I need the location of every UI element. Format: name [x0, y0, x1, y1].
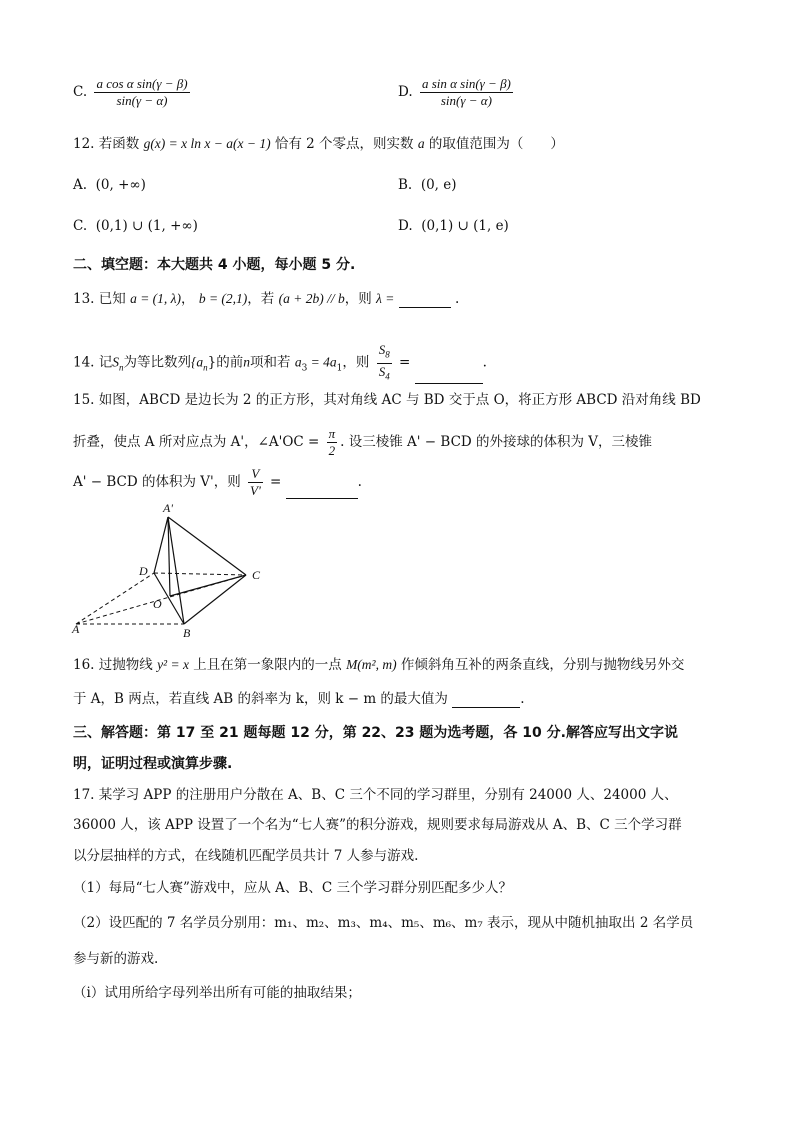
option-text: (0,1) ∪ (1, e)	[421, 218, 509, 234]
fraction-numerator: a cos α sin(γ − β)	[96, 76, 188, 91]
variable: a	[417, 136, 425, 151]
q12-option-c	[73, 217, 198, 235]
section-3-title-cont: 明，证明过程或演算步骤.	[73, 756, 233, 772]
stem-text: =	[394, 354, 411, 371]
stem-text: 项和若	[250, 354, 291, 371]
edge-c-b	[184, 575, 246, 624]
fraction	[327, 426, 338, 459]
label-a-prime: A'	[163, 501, 173, 515]
function-expression: g(x) = x ln x − a(x − 1)	[143, 136, 271, 151]
edge-a1-d	[154, 517, 168, 573]
fraction-denominator: V'	[250, 483, 261, 498]
edge-d-c-dashed	[154, 573, 246, 575]
stem-text: }的前	[207, 354, 244, 371]
fraction-denominator: sin(γ − α)	[116, 93, 168, 108]
answer-blank[interactable]	[286, 484, 358, 499]
stem-text: 作倾斜角互补的两条直线，分别与抛物线另外交	[400, 657, 685, 673]
fraction-denominator: sin(γ − α)	[440, 93, 492, 108]
stem-text: ，则	[344, 291, 372, 307]
q11-option-d	[398, 76, 516, 109]
stem-text: 16. 过抛物线	[73, 657, 153, 673]
option-label: C.	[73, 218, 88, 234]
q12-option-d	[398, 217, 509, 235]
q15-line-2	[73, 426, 652, 459]
parabola-equation: y² = x	[157, 657, 189, 672]
stem-text: .	[357, 474, 362, 490]
vector-b: b = (2,1)	[198, 291, 248, 306]
fraction	[94, 76, 189, 109]
variable: n	[243, 354, 251, 370]
q15-line-3	[73, 466, 362, 499]
q13	[73, 290, 459, 308]
stem-text: =	[265, 474, 282, 490]
subscript: n	[119, 362, 124, 373]
fraction	[420, 76, 513, 109]
q17-part-2-cont: 参与新的游戏.	[73, 951, 159, 967]
edge-a1-b	[168, 517, 184, 624]
a3: a	[294, 354, 302, 370]
q12-option-a	[73, 176, 146, 194]
option-label: C.	[73, 84, 88, 100]
stem-text: A' − BCD 的体积为 V'，则	[73, 474, 241, 490]
option-text: (0, e)	[420, 177, 457, 193]
stem-text: 的取值范围为（ ）	[428, 136, 564, 152]
q17-part-1: （1）每局“七人赛”游戏中，应从 A、B、C 三个学习群分别匹配多少人？	[73, 880, 512, 896]
label-a: A	[72, 622, 80, 636]
stem-text: 折叠，使点 A 所对应点为 A'，∠A'OC =	[73, 434, 320, 450]
q16-line-2	[73, 690, 525, 708]
label-o: O	[153, 597, 162, 611]
q16-line-1	[73, 656, 684, 674]
stem-text: .	[454, 291, 460, 307]
q15-line-1: 15. 如图，ABCD 是边长为 2 的正方形，其对角线 AC 与 BD 交于点 O，将正方形 ABCD 沿对角线 BD	[73, 392, 701, 408]
option-label: D.	[398, 218, 413, 234]
stem-text: 14. 记	[73, 354, 113, 371]
stem-text: 13. 已知	[73, 291, 126, 307]
equation: = 4a	[307, 354, 337, 370]
lambda-expression: λ =	[376, 291, 395, 306]
edge-a1-c	[168, 517, 246, 575]
condition: (a + 2b) // b	[278, 291, 345, 306]
subscript: 8	[385, 349, 390, 360]
fraction-numerator: a sin α sin(γ − β)	[421, 76, 511, 91]
stem-text: 12. 若函数	[73, 136, 140, 152]
stem-text: . 设三棱锥 A' − BCD 的外接球的体积为 V，三棱锥	[340, 434, 653, 450]
stem-text: .	[520, 691, 525, 707]
edge-a-d-dashed	[76, 573, 154, 624]
q17-line-3: 以分层抽样的方式，在线随机匹配学员共计 7 人参与游戏.	[73, 848, 419, 864]
section-2-title: 二、填空题：本大题共 4 小题，每小题 5 分.	[73, 257, 356, 273]
option-label: B.	[398, 177, 413, 193]
option-label: A.	[73, 177, 88, 193]
edge-o-c	[170, 575, 246, 596]
sequence: {a	[191, 354, 204, 370]
subscript: n	[203, 362, 208, 373]
subscript: 4	[385, 371, 390, 382]
stem-text: ，若	[247, 291, 275, 307]
stem-text: 为等比数列	[123, 354, 192, 371]
stem-text: 恰有 2 个零点，则实数	[274, 136, 414, 152]
q12-stem	[73, 135, 564, 153]
fraction-numerator: S	[378, 342, 386, 357]
q11-option-c	[73, 76, 193, 109]
s-n: S	[112, 354, 120, 370]
q17-line-1: 17. 某学习 APP 的注册用户分散在 A、B、C 三个不同的学习群里，分别有 24000 人、24000 人、	[73, 787, 678, 803]
label-c: C	[252, 568, 261, 582]
answer-blank[interactable]	[399, 293, 451, 308]
stem-text: 上且在第一象限内的一点	[193, 657, 342, 673]
option-text: (0, +∞)	[95, 177, 146, 193]
q17-part-2: （2）设匹配的 7 名学员分别用：m₁、m₂、m₃、m₄、m₅、m₆、m₇ 表示，现从中随机抽取出 2 名学员	[73, 915, 694, 931]
stem-text: .	[482, 354, 487, 371]
fraction	[248, 466, 263, 499]
stem-text: ，则	[342, 354, 370, 371]
q17-line-2: 36000 人，该 APP 设置了一个名为“七人赛”的积分游戏，规则要求每局游戏从 A、B、C 三个学习群	[73, 817, 682, 833]
pyramid-figure	[70, 500, 270, 640]
label-b: B	[183, 626, 191, 640]
option-label: D.	[398, 84, 413, 100]
point-m: M(m², m)	[346, 657, 397, 672]
section-3-title: 三、解答题：第 17 至 21 题每题 12 分，第 22、23 题为选考题，各 10 分.解答应写出文字说	[73, 725, 678, 741]
fraction-denominator: 2	[328, 443, 336, 458]
vector-a: a = (1, λ)	[130, 291, 182, 306]
label-d: D	[139, 564, 148, 578]
q12-option-b	[398, 176, 457, 194]
fraction	[377, 342, 392, 384]
answer-blank[interactable]	[415, 369, 483, 384]
answer-blank[interactable]	[452, 693, 520, 708]
q14: 14. 记$S_n$为等比数列$\{a_n\}$的前n项和若 $a_3 = 4a_1$，则 $\frac{S_8}{S_4}$ = .	[73, 342, 487, 384]
q17-part-2-i: （ⅰ）试用所给字母列举出所有可能的抽取结果；	[73, 985, 361, 1001]
stem-text: ，	[181, 291, 195, 307]
option-text: (0,1) ∪ (1, +∞)	[95, 218, 198, 234]
fraction-denominator: S	[378, 363, 386, 379]
fraction-numerator: π	[328, 426, 336, 441]
fraction-numerator: V	[248, 466, 263, 483]
stem-text: 于 A，B 两点，若直线 AB 的斜率为 k，则 k − m 的最大值为	[73, 691, 448, 707]
